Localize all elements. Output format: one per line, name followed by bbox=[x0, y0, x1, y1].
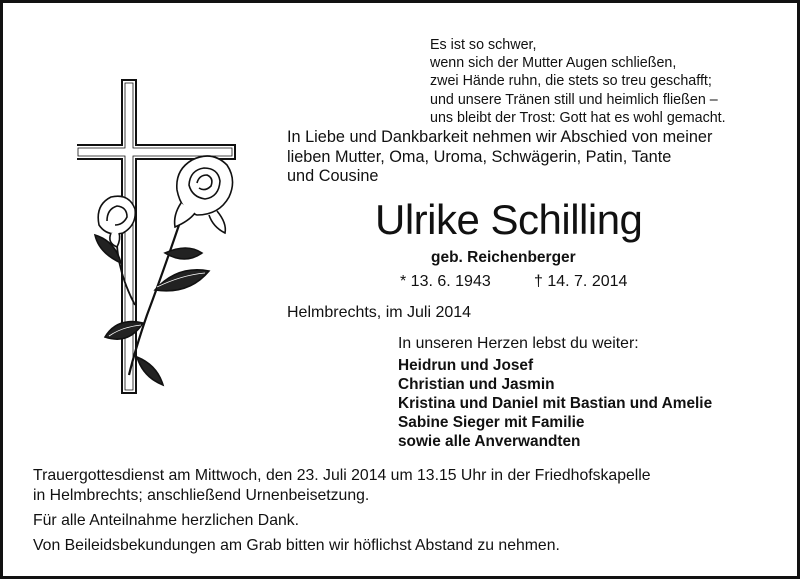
place-and-date: Helmbrechts, im Juli 2014 bbox=[287, 304, 472, 321]
maiden-name: geb. Reichenberger bbox=[431, 249, 576, 266]
condolence-request-line: Von Beileidsbekundungen am Grab bitten wir höflichst Abstand zu nehmen. bbox=[33, 537, 560, 554]
death-date: † 14. 7. 2014 bbox=[534, 273, 628, 290]
intro-line: und Cousine bbox=[287, 167, 379, 186]
mourner-entry: Kristina und Daniel mit Bastian und Amelie bbox=[398, 395, 713, 412]
funeral-service-line: Trauergottesdienst am Mittwoch, den 23. Juli 2014 um 13.15 Uhr in der Friedhofskapelle bbox=[33, 467, 651, 484]
intro-line: In Liebe und Dankbarkeit nehmen wir Abschied von meiner bbox=[287, 128, 713, 146]
hearts-line: In unseren Herzen lebst du weiter: bbox=[398, 335, 639, 352]
mourner-entry: Christian und Jasmin bbox=[398, 376, 555, 393]
poem bbox=[430, 36, 726, 127]
mourners-list bbox=[398, 356, 712, 451]
poem-line: zwei Hände ruhn, die stets so treu geschafft; bbox=[430, 73, 712, 90]
funeral-service-line-2: in Helmbrechts; anschließend Urnenbeisetzung. bbox=[33, 487, 370, 504]
poem-line: Es ist so schwer, bbox=[430, 37, 537, 53]
birth-date: * 13. 6. 1943 bbox=[400, 273, 491, 290]
poem-line: uns bleibt der Trost: Gott hat es wohl gemacht. bbox=[430, 109, 726, 126]
poem-line: wenn sich der Mutter Augen schließen, bbox=[430, 55, 677, 72]
mourner-entry: sowie alle Anverwandten bbox=[398, 433, 581, 450]
deceased-name: Ulrike Schilling bbox=[375, 196, 643, 243]
thanks-line: Für alle Anteilnahme herzlichen Dank. bbox=[33, 512, 300, 529]
mourner-entry: Heidrun und Josef bbox=[398, 357, 534, 374]
mourner-entry: Sabine Sieger mit Familie bbox=[398, 414, 585, 431]
poem-line: und unsere Tränen still und heimlich fließen – bbox=[430, 91, 718, 108]
rose-icon bbox=[95, 156, 233, 385]
footer-notes bbox=[33, 466, 651, 556]
cross-with-rose-illustration bbox=[77, 75, 237, 405]
intro-line: lieben Mutter, Oma, Uroma, Schwägerin, Patin, Tante bbox=[287, 147, 672, 166]
intro-text bbox=[287, 128, 712, 187]
